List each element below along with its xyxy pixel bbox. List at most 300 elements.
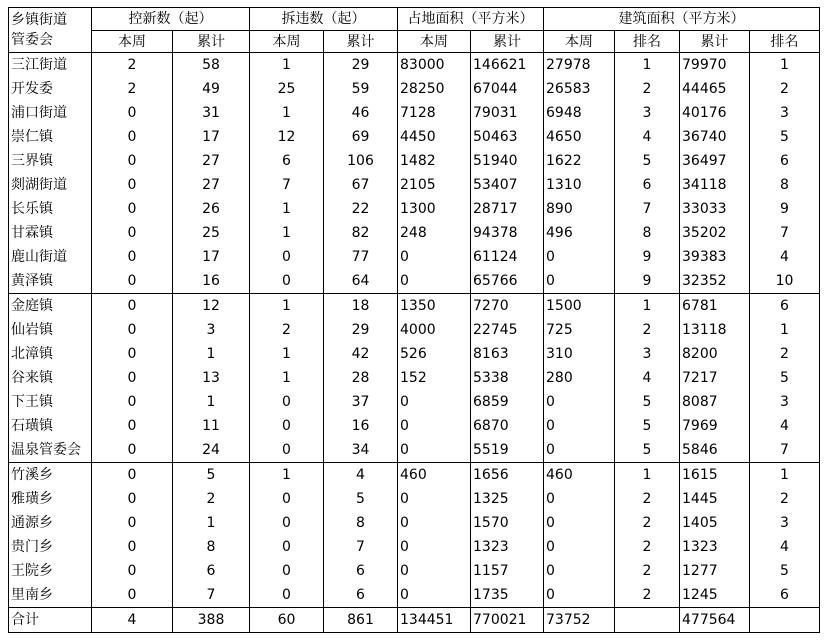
sub-header: 累计 bbox=[680, 31, 750, 53]
control-total-cell: 24 bbox=[173, 438, 250, 463]
control-total-cell: 25 bbox=[173, 221, 250, 245]
table-row bbox=[9, 53, 820, 78]
building-total-cell: 1615 bbox=[680, 463, 750, 488]
building-week-rank-cell: 1 bbox=[615, 463, 680, 488]
demolish-week-cell: 1 bbox=[250, 221, 324, 245]
building-week-rank-cell: 2 bbox=[615, 487, 680, 511]
building-week-rank-cell: 9 bbox=[615, 245, 680, 269]
control-week-cell: 0 bbox=[92, 366, 173, 390]
building-week-cell: 0 bbox=[544, 583, 615, 608]
land-total-cell: 1157 bbox=[471, 559, 544, 583]
land-total-cell: 53407 bbox=[471, 173, 544, 197]
total-demolish-week-cell: 60 bbox=[250, 608, 324, 633]
town-name-cell: 甘霖镇 bbox=[9, 221, 92, 245]
land-week-cell: 0 bbox=[398, 583, 471, 608]
control-week-cell: 2 bbox=[92, 53, 173, 78]
demolish-week-cell: 25 bbox=[250, 77, 324, 101]
demolish-total-cell: 64 bbox=[324, 269, 398, 294]
demolish-week-cell: 0 bbox=[250, 535, 324, 559]
total-building-total-cell: 477564 bbox=[680, 608, 750, 633]
table-row bbox=[9, 221, 820, 245]
town-name-cell: 谷来镇 bbox=[9, 366, 92, 390]
demolish-week-cell: 0 bbox=[250, 583, 324, 608]
demolish-total-cell: 22 bbox=[324, 197, 398, 221]
total-demolish-total-cell: 861 bbox=[324, 608, 398, 633]
demolish-total-cell: 6 bbox=[324, 583, 398, 608]
demolish-total-cell: 8 bbox=[324, 511, 398, 535]
control-week-cell: 0 bbox=[92, 414, 173, 438]
control-week-cell: 0 bbox=[92, 269, 173, 294]
land-week-cell: 0 bbox=[398, 511, 471, 535]
table-row bbox=[9, 390, 820, 414]
building-week-cell: 725 bbox=[544, 318, 615, 342]
header-row-sub bbox=[9, 31, 820, 53]
table-row bbox=[9, 149, 820, 173]
table-row bbox=[9, 342, 820, 366]
land-week-cell: 0 bbox=[398, 535, 471, 559]
control-total-cell: 1 bbox=[173, 511, 250, 535]
building-total-cell: 36740 bbox=[680, 125, 750, 149]
building-total-rank-cell: 5 bbox=[750, 125, 820, 149]
building-week-rank-cell: 2 bbox=[615, 511, 680, 535]
control-total-cell: 17 bbox=[173, 125, 250, 149]
building-total-rank-cell: 1 bbox=[750, 318, 820, 342]
land-total-cell: 1656 bbox=[471, 463, 544, 488]
building-week-rank-cell: 2 bbox=[615, 583, 680, 608]
building-week-rank-cell: 2 bbox=[615, 535, 680, 559]
table-row bbox=[9, 197, 820, 221]
table-row bbox=[9, 269, 820, 294]
control-week-cell: 0 bbox=[92, 318, 173, 342]
control-week-cell: 0 bbox=[92, 173, 173, 197]
control-total-cell: 27 bbox=[173, 173, 250, 197]
group-header-building-area: 建筑面积（平方米） bbox=[544, 8, 820, 31]
land-total-cell: 1735 bbox=[471, 583, 544, 608]
land-total-cell: 5519 bbox=[471, 438, 544, 463]
building-week-cell: 280 bbox=[544, 366, 615, 390]
control-week-cell: 0 bbox=[92, 535, 173, 559]
building-total-rank-cell: 8 bbox=[750, 173, 820, 197]
demolish-total-cell: 6 bbox=[324, 559, 398, 583]
control-total-cell: 11 bbox=[173, 414, 250, 438]
land-week-cell: 0 bbox=[398, 559, 471, 583]
building-week-rank-cell: 3 bbox=[615, 101, 680, 125]
building-total-cell: 1405 bbox=[680, 511, 750, 535]
group-header-control: 控新数（起） bbox=[92, 8, 250, 31]
town-name-cell: 里南乡 bbox=[9, 583, 92, 608]
control-week-cell: 0 bbox=[92, 463, 173, 488]
land-total-cell: 1325 bbox=[471, 487, 544, 511]
demolish-week-cell: 0 bbox=[250, 390, 324, 414]
town-name-cell: 北漳镇 bbox=[9, 342, 92, 366]
control-total-cell: 8 bbox=[173, 535, 250, 559]
total-control-total-cell: 388 bbox=[173, 608, 250, 633]
table-row bbox=[9, 101, 820, 125]
demolish-week-cell: 1 bbox=[250, 197, 324, 221]
building-total-cell: 44465 bbox=[680, 77, 750, 101]
land-week-cell: 0 bbox=[398, 269, 471, 294]
building-total-rank-cell: 7 bbox=[750, 438, 820, 463]
land-week-cell: 0 bbox=[398, 245, 471, 269]
town-name-cell: 三界镇 bbox=[9, 149, 92, 173]
control-total-cell: 17 bbox=[173, 245, 250, 269]
building-week-rank-cell: 5 bbox=[615, 438, 680, 463]
control-total-cell: 16 bbox=[173, 269, 250, 294]
demolish-week-cell: 12 bbox=[250, 125, 324, 149]
building-total-rank-cell: 6 bbox=[750, 149, 820, 173]
demolish-total-cell: 59 bbox=[324, 77, 398, 101]
land-total-cell: 61124 bbox=[471, 245, 544, 269]
table-row bbox=[9, 463, 820, 488]
building-total-cell: 1323 bbox=[680, 535, 750, 559]
building-total-rank-cell: 10 bbox=[750, 269, 820, 294]
building-week-rank-cell: 2 bbox=[615, 559, 680, 583]
demolish-total-cell: 37 bbox=[324, 390, 398, 414]
demolish-total-cell: 82 bbox=[324, 221, 398, 245]
building-week-cell: 1500 bbox=[544, 294, 615, 319]
town-name-cell: 下王镇 bbox=[9, 390, 92, 414]
building-week-cell: 460 bbox=[544, 463, 615, 488]
table-row bbox=[9, 438, 820, 463]
building-total-rank-cell: 3 bbox=[750, 511, 820, 535]
land-total-cell: 6870 bbox=[471, 414, 544, 438]
land-week-cell: 7128 bbox=[398, 101, 471, 125]
town-name-cell: 王院乡 bbox=[9, 559, 92, 583]
building-total-cell: 79970 bbox=[680, 53, 750, 78]
sub-header: 本周 bbox=[92, 31, 173, 53]
building-week-cell: 1310 bbox=[544, 173, 615, 197]
demolish-week-cell: 1 bbox=[250, 294, 324, 319]
building-week-rank-cell: 2 bbox=[615, 77, 680, 101]
building-total-rank-cell: 4 bbox=[750, 535, 820, 559]
demolish-total-cell: 18 bbox=[324, 294, 398, 319]
table-body bbox=[9, 53, 820, 633]
building-total-rank-cell: 3 bbox=[750, 390, 820, 414]
land-week-cell: 4450 bbox=[398, 125, 471, 149]
building-total-cell: 1445 bbox=[680, 487, 750, 511]
table-row bbox=[9, 535, 820, 559]
group-header-demolish: 拆违数（起） bbox=[250, 8, 398, 31]
demolish-week-cell: 7 bbox=[250, 173, 324, 197]
building-total-cell: 6781 bbox=[680, 294, 750, 319]
building-week-cell: 0 bbox=[544, 487, 615, 511]
demolish-total-cell: 46 bbox=[324, 101, 398, 125]
total-control-week-cell: 4 bbox=[92, 608, 173, 633]
building-week-cell: 0 bbox=[544, 245, 615, 269]
building-total-cell: 8200 bbox=[680, 342, 750, 366]
control-total-cell: 27 bbox=[173, 149, 250, 173]
building-week-cell: 0 bbox=[544, 511, 615, 535]
town-name-cell: 竹溪乡 bbox=[9, 463, 92, 488]
building-week-rank-cell: 1 bbox=[615, 53, 680, 78]
land-total-cell: 22745 bbox=[471, 318, 544, 342]
building-week-rank-cell: 6 bbox=[615, 173, 680, 197]
building-week-cell: 1622 bbox=[544, 149, 615, 173]
land-total-cell: 5338 bbox=[471, 366, 544, 390]
table-row bbox=[9, 173, 820, 197]
building-week-cell: 0 bbox=[544, 269, 615, 294]
table-row bbox=[9, 294, 820, 319]
control-total-cell: 12 bbox=[173, 294, 250, 319]
land-total-cell: 79031 bbox=[471, 101, 544, 125]
land-total-cell: 67044 bbox=[471, 77, 544, 101]
sub-header: 排名 bbox=[615, 31, 680, 53]
control-total-cell: 7 bbox=[173, 583, 250, 608]
building-week-cell: 310 bbox=[544, 342, 615, 366]
control-week-cell: 0 bbox=[92, 101, 173, 125]
building-total-rank-cell: 6 bbox=[750, 294, 820, 319]
control-total-cell: 1 bbox=[173, 390, 250, 414]
demolish-week-cell: 0 bbox=[250, 438, 324, 463]
building-total-rank-cell: 1 bbox=[750, 53, 820, 78]
table-row bbox=[9, 414, 820, 438]
total-building-total-rank-cell bbox=[750, 608, 820, 633]
building-total-cell: 13118 bbox=[680, 318, 750, 342]
table-row bbox=[9, 511, 820, 535]
building-week-rank-cell: 1 bbox=[615, 294, 680, 319]
demolish-total-cell: 7 bbox=[324, 535, 398, 559]
land-week-cell: 152 bbox=[398, 366, 471, 390]
demolish-total-cell: 67 bbox=[324, 173, 398, 197]
building-total-rank-cell: 2 bbox=[750, 487, 820, 511]
corner-line-1: 乡镇街道 bbox=[11, 12, 67, 28]
building-week-cell: 6948 bbox=[544, 101, 615, 125]
building-total-cell: 1277 bbox=[680, 559, 750, 583]
building-total-cell: 33033 bbox=[680, 197, 750, 221]
building-total-cell: 5846 bbox=[680, 438, 750, 463]
demolish-week-cell: 6 bbox=[250, 149, 324, 173]
building-total-rank-cell: 7 bbox=[750, 221, 820, 245]
table-row bbox=[9, 559, 820, 583]
construction-stats-table bbox=[8, 7, 820, 633]
sub-header: 累计 bbox=[471, 31, 544, 53]
building-week-rank-cell: 8 bbox=[615, 221, 680, 245]
land-total-cell: 146621 bbox=[471, 53, 544, 78]
table-row bbox=[9, 125, 820, 149]
building-week-cell: 0 bbox=[544, 438, 615, 463]
sub-header: 累计 bbox=[324, 31, 398, 53]
demolish-week-cell: 0 bbox=[250, 414, 324, 438]
land-week-cell: 526 bbox=[398, 342, 471, 366]
land-total-cell: 1570 bbox=[471, 511, 544, 535]
building-total-cell: 1245 bbox=[680, 583, 750, 608]
building-week-cell: 0 bbox=[544, 414, 615, 438]
town-name-cell: 温泉管委会 bbox=[9, 438, 92, 463]
control-week-cell: 0 bbox=[92, 438, 173, 463]
control-week-cell: 0 bbox=[92, 390, 173, 414]
land-total-cell: 8163 bbox=[471, 342, 544, 366]
building-week-rank-cell: 7 bbox=[615, 197, 680, 221]
demolish-week-cell: 1 bbox=[250, 342, 324, 366]
land-week-cell: 28250 bbox=[398, 77, 471, 101]
control-total-cell: 13 bbox=[173, 366, 250, 390]
land-week-cell: 248 bbox=[398, 221, 471, 245]
building-week-rank-cell: 5 bbox=[615, 414, 680, 438]
town-name-cell: 金庭镇 bbox=[9, 294, 92, 319]
demolish-week-cell: 1 bbox=[250, 366, 324, 390]
demolish-week-cell: 0 bbox=[250, 559, 324, 583]
demolish-total-cell: 4 bbox=[324, 463, 398, 488]
sub-header: 本周 bbox=[544, 31, 615, 53]
building-week-rank-cell: 4 bbox=[615, 366, 680, 390]
land-week-cell: 83000 bbox=[398, 53, 471, 78]
building-week-cell: 0 bbox=[544, 390, 615, 414]
control-total-cell: 26 bbox=[173, 197, 250, 221]
control-week-cell: 0 bbox=[92, 583, 173, 608]
demolish-week-cell: 0 bbox=[250, 487, 324, 511]
total-land-total-cell: 770021 bbox=[471, 608, 544, 633]
group-header-land-area: 占地面积（平方米） bbox=[398, 8, 544, 31]
demolish-total-cell: 106 bbox=[324, 149, 398, 173]
land-week-cell: 0 bbox=[398, 487, 471, 511]
table-row bbox=[9, 366, 820, 390]
land-week-cell: 0 bbox=[398, 438, 471, 463]
control-week-cell: 0 bbox=[92, 125, 173, 149]
control-week-cell: 0 bbox=[92, 487, 173, 511]
building-total-rank-cell: 5 bbox=[750, 366, 820, 390]
building-total-rank-cell: 4 bbox=[750, 245, 820, 269]
table-row bbox=[9, 487, 820, 511]
town-name-cell: 长乐镇 bbox=[9, 197, 92, 221]
control-week-cell: 2 bbox=[92, 77, 173, 101]
building-week-rank-cell: 5 bbox=[615, 149, 680, 173]
land-week-cell: 0 bbox=[398, 414, 471, 438]
control-total-cell: 31 bbox=[173, 101, 250, 125]
header-row-groups bbox=[9, 8, 820, 31]
town-name-cell: 鹿山街道 bbox=[9, 245, 92, 269]
land-total-cell: 6859 bbox=[471, 390, 544, 414]
building-week-cell: 496 bbox=[544, 221, 615, 245]
building-total-rank-cell: 6 bbox=[750, 583, 820, 608]
town-name-cell: 浦口街道 bbox=[9, 101, 92, 125]
demolish-week-cell: 1 bbox=[250, 101, 324, 125]
table-row bbox=[9, 583, 820, 608]
building-week-rank-cell: 9 bbox=[615, 269, 680, 294]
building-total-rank-cell: 1 bbox=[750, 463, 820, 488]
land-week-cell: 460 bbox=[398, 463, 471, 488]
demolish-week-cell: 0 bbox=[250, 269, 324, 294]
building-total-rank-cell: 3 bbox=[750, 101, 820, 125]
building-total-rank-cell: 4 bbox=[750, 414, 820, 438]
demolish-total-cell: 77 bbox=[324, 245, 398, 269]
demolish-total-cell: 34 bbox=[324, 438, 398, 463]
sub-header: 排名 bbox=[750, 31, 820, 53]
land-week-cell: 1350 bbox=[398, 294, 471, 319]
demolish-total-cell: 42 bbox=[324, 342, 398, 366]
demolish-total-cell: 5 bbox=[324, 487, 398, 511]
sub-header: 累计 bbox=[173, 31, 250, 53]
land-total-cell: 1323 bbox=[471, 535, 544, 559]
town-name-cell: 三江街道 bbox=[9, 53, 92, 78]
land-total-cell: 94378 bbox=[471, 221, 544, 245]
town-name-cell: 仙岩镇 bbox=[9, 318, 92, 342]
control-week-cell: 0 bbox=[92, 342, 173, 366]
corner-header bbox=[9, 8, 92, 53]
demolish-week-cell: 0 bbox=[250, 511, 324, 535]
demolish-week-cell: 1 bbox=[250, 53, 324, 78]
building-week-rank-cell: 5 bbox=[615, 390, 680, 414]
control-total-cell: 5 bbox=[173, 463, 250, 488]
land-week-cell: 0 bbox=[398, 390, 471, 414]
total-building-week-cell: 73752 bbox=[544, 608, 615, 633]
demolish-total-cell: 69 bbox=[324, 125, 398, 149]
demolish-total-cell: 29 bbox=[324, 53, 398, 78]
total-building-week-rank-cell bbox=[615, 608, 680, 633]
control-week-cell: 0 bbox=[92, 511, 173, 535]
table-row bbox=[9, 318, 820, 342]
building-week-cell: 4650 bbox=[544, 125, 615, 149]
building-total-cell: 8087 bbox=[680, 390, 750, 414]
town-name-cell: 崇仁镇 bbox=[9, 125, 92, 149]
town-name-cell: 黄泽镇 bbox=[9, 269, 92, 294]
total-row bbox=[9, 608, 820, 633]
building-week-rank-cell: 3 bbox=[615, 342, 680, 366]
building-week-cell: 890 bbox=[544, 197, 615, 221]
land-total-cell: 50463 bbox=[471, 125, 544, 149]
building-total-cell: 36497 bbox=[680, 149, 750, 173]
building-total-cell: 32352 bbox=[680, 269, 750, 294]
demolish-total-cell: 16 bbox=[324, 414, 398, 438]
building-total-rank-cell: 2 bbox=[750, 77, 820, 101]
control-total-cell: 2 bbox=[173, 487, 250, 511]
building-week-rank-cell: 2 bbox=[615, 318, 680, 342]
land-total-cell: 51940 bbox=[471, 149, 544, 173]
building-total-rank-cell: 5 bbox=[750, 559, 820, 583]
control-week-cell: 0 bbox=[92, 197, 173, 221]
corner-line-2: 管委会 bbox=[11, 32, 53, 48]
control-total-cell: 3 bbox=[173, 318, 250, 342]
building-week-rank-cell: 4 bbox=[615, 125, 680, 149]
control-week-cell: 0 bbox=[92, 559, 173, 583]
demolish-total-cell: 28 bbox=[324, 366, 398, 390]
sub-header: 本周 bbox=[398, 31, 471, 53]
sub-header: 本周 bbox=[250, 31, 324, 53]
land-week-cell: 4000 bbox=[398, 318, 471, 342]
control-total-cell: 49 bbox=[173, 77, 250, 101]
control-total-cell: 6 bbox=[173, 559, 250, 583]
demolish-total-cell: 29 bbox=[324, 318, 398, 342]
demolish-week-cell: 0 bbox=[250, 245, 324, 269]
control-total-cell: 58 bbox=[173, 53, 250, 78]
building-week-cell: 26583 bbox=[544, 77, 615, 101]
building-week-cell: 0 bbox=[544, 559, 615, 583]
building-week-cell: 27978 bbox=[544, 53, 615, 78]
town-name-cell: 通源乡 bbox=[9, 511, 92, 535]
town-name-cell: 剡湖街道 bbox=[9, 173, 92, 197]
land-total-cell: 7270 bbox=[471, 294, 544, 319]
control-total-cell: 1 bbox=[173, 342, 250, 366]
town-name-cell: 石璜镇 bbox=[9, 414, 92, 438]
building-total-cell: 7217 bbox=[680, 366, 750, 390]
town-name-cell: 雅璜乡 bbox=[9, 487, 92, 511]
building-total-rank-cell: 9 bbox=[750, 197, 820, 221]
demolish-week-cell: 1 bbox=[250, 463, 324, 488]
town-name-cell: 开发委 bbox=[9, 77, 92, 101]
building-total-cell: 7969 bbox=[680, 414, 750, 438]
demolish-week-cell: 2 bbox=[250, 318, 324, 342]
land-week-cell: 1482 bbox=[398, 149, 471, 173]
table-row bbox=[9, 77, 820, 101]
total-land-week-cell: 134451 bbox=[398, 608, 471, 633]
building-week-cell: 0 bbox=[544, 535, 615, 559]
control-week-cell: 0 bbox=[92, 294, 173, 319]
control-week-cell: 0 bbox=[92, 149, 173, 173]
control-week-cell: 0 bbox=[92, 245, 173, 269]
table-row bbox=[9, 245, 820, 269]
land-total-cell: 28717 bbox=[471, 197, 544, 221]
building-total-cell: 34118 bbox=[680, 173, 750, 197]
building-total-cell: 39383 bbox=[680, 245, 750, 269]
